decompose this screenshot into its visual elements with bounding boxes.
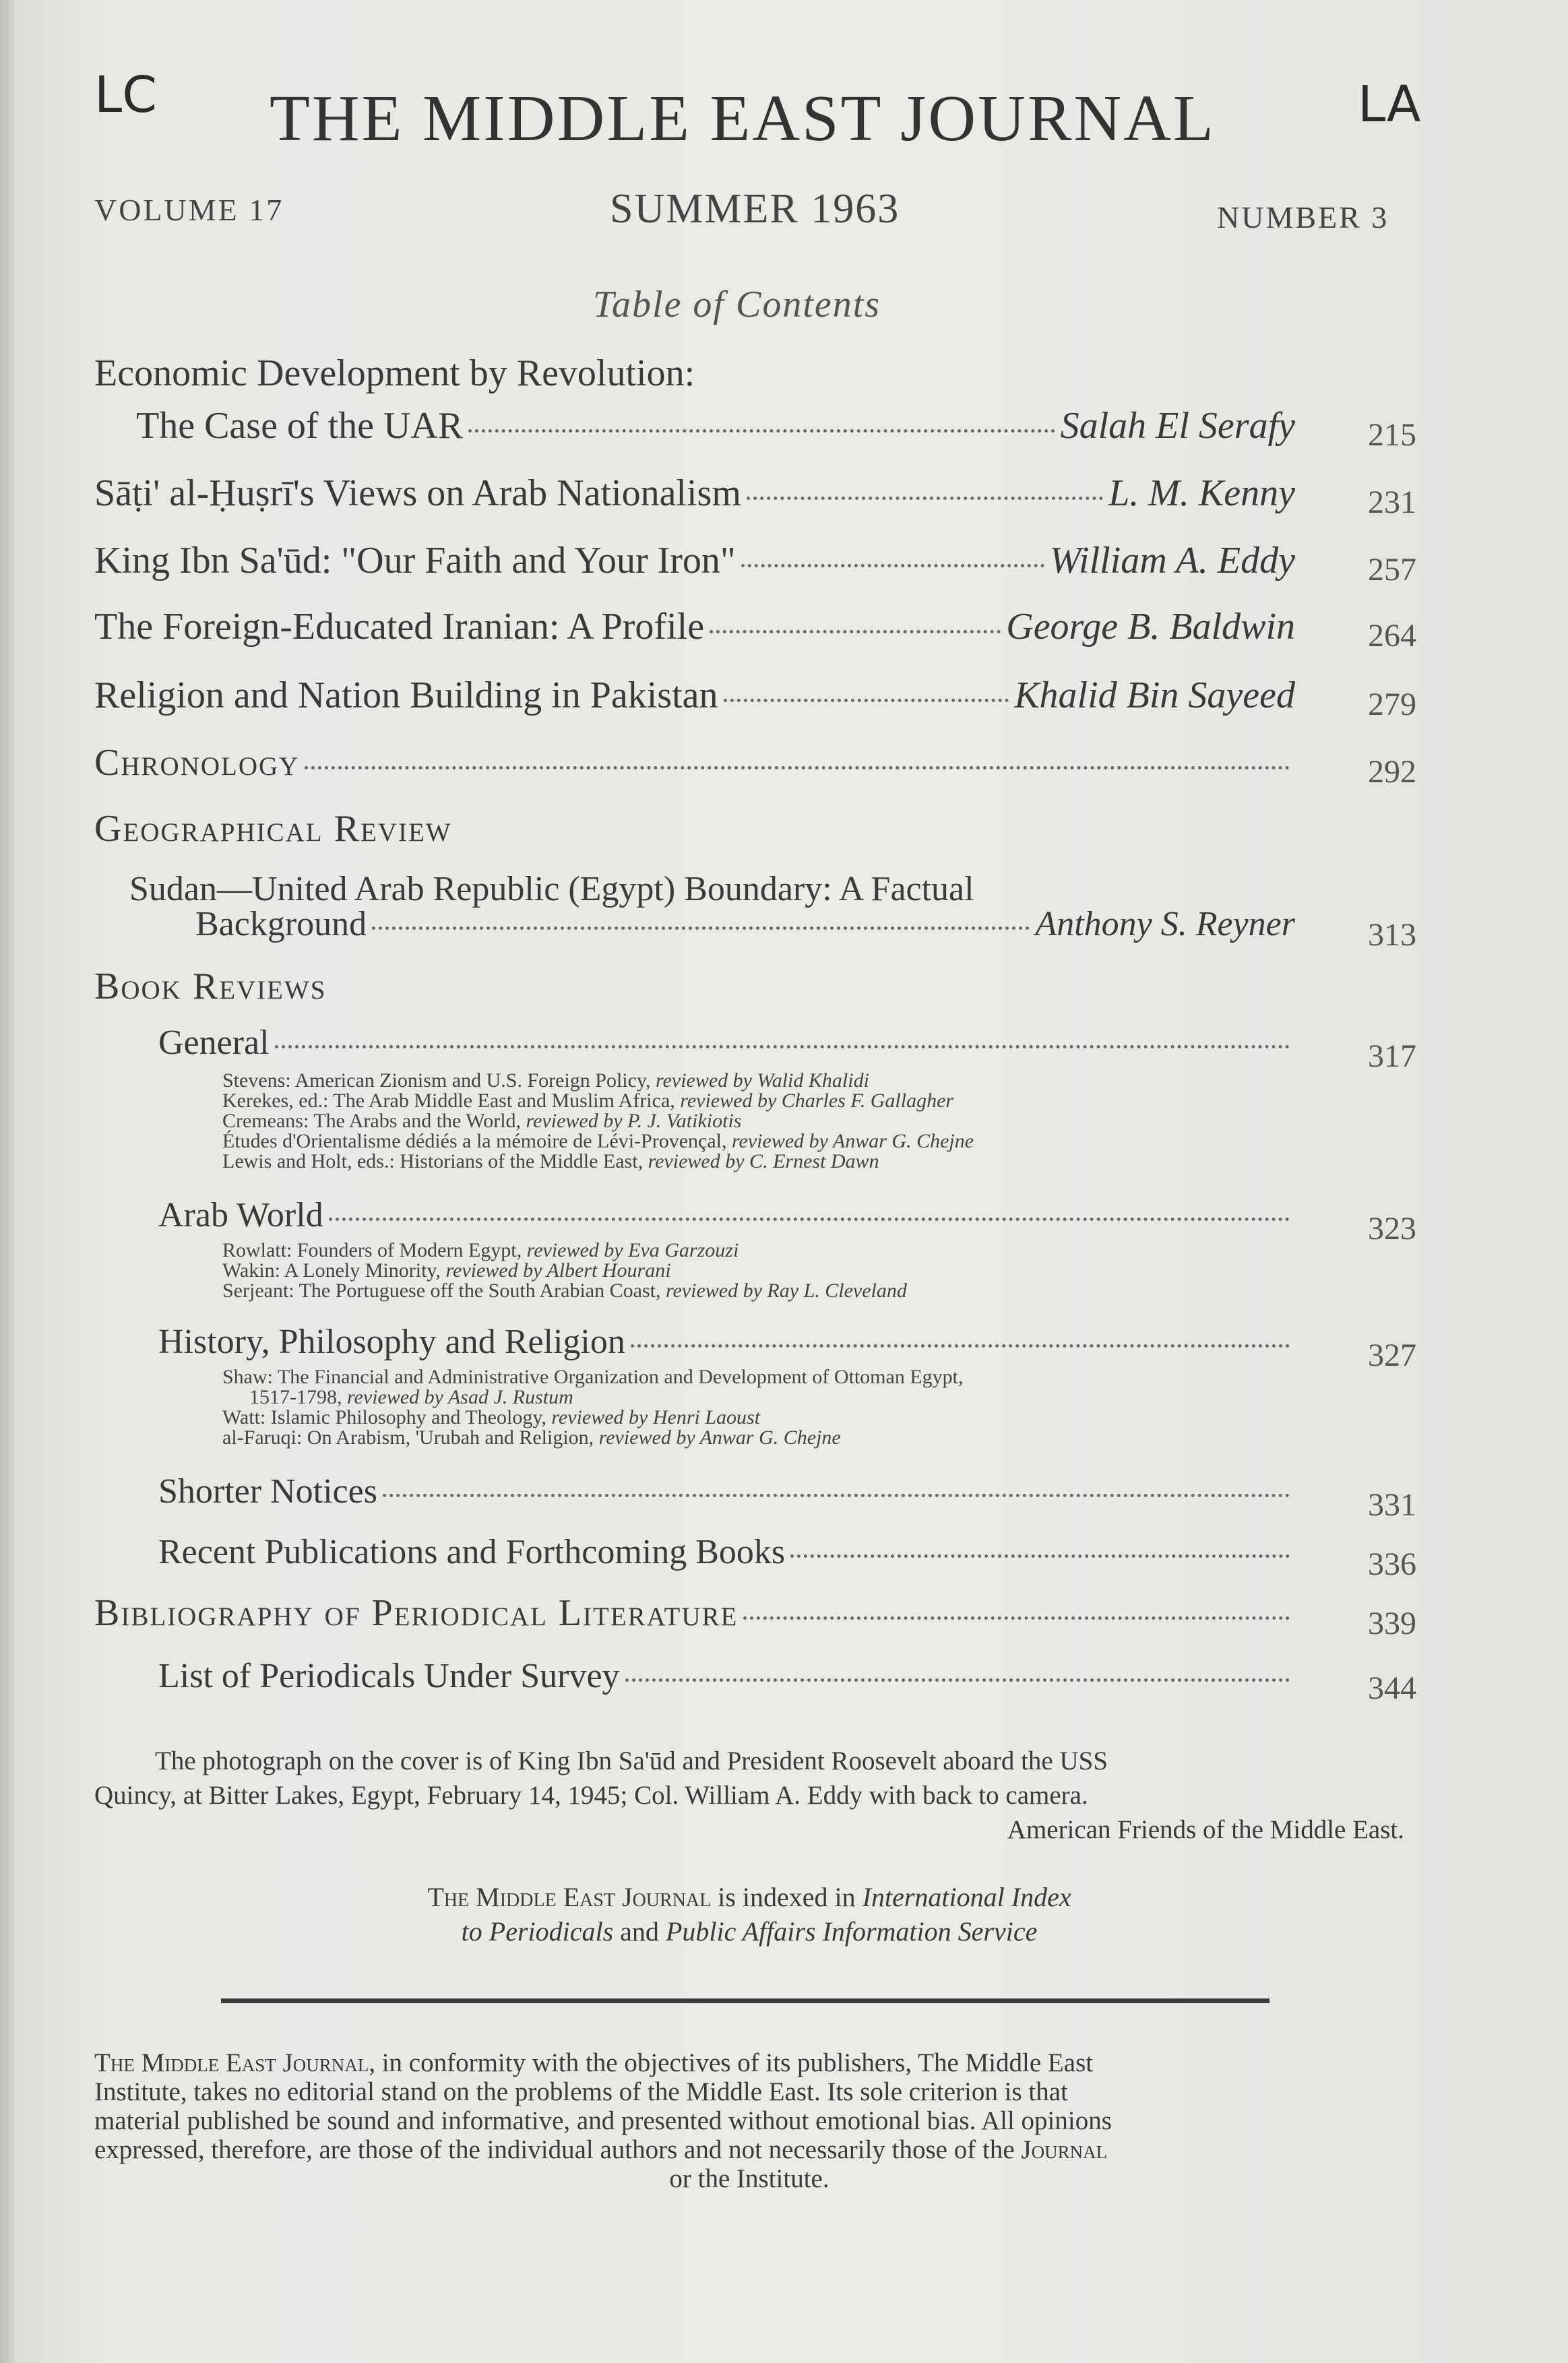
subsection-label: List of Periodicals Under Survey xyxy=(158,1657,620,1695)
toc-entry-article[interactable] xyxy=(94,674,1295,717)
policy-text: , in conformity with the objectives of its publishers, The Middle East xyxy=(369,2048,1094,2077)
page-number: 317 xyxy=(1368,1038,1416,1074)
index-name: Public Affairs Information Service xyxy=(665,1916,1038,1947)
page-number: 231 xyxy=(1368,484,1416,520)
cover-photo-note xyxy=(94,1744,1404,1847)
article-author: L. M. Kenny xyxy=(1108,472,1295,514)
policy-line: or the Institute. xyxy=(669,2164,829,2193)
review-item xyxy=(222,1427,841,1449)
dot-leader xyxy=(275,1045,1290,1048)
dot-leader xyxy=(743,1616,1290,1620)
article-title: The Case of the UAR xyxy=(136,405,464,447)
review-item: Shaw: The Financial and Administrative Organization and Development of Ottoman Egypt, xyxy=(222,1366,964,1388)
review-book: Rowlatt: Founders of Modern Egypt, xyxy=(222,1239,522,1261)
article-title: King Ibn Sa'ūd: "Our Faith and Your Iron" xyxy=(94,540,736,581)
review-reviewer: reviewed by Anwar G. Chejne xyxy=(598,1426,841,1449)
review-book: Lewis and Holt, eds.: Historians of the Middle East, xyxy=(222,1150,644,1172)
index-name: to Periodicals xyxy=(461,1916,614,1947)
review-item xyxy=(249,1387,573,1408)
subsection-label: Arab World xyxy=(158,1196,323,1234)
dot-leader xyxy=(790,1554,1290,1558)
review-item xyxy=(222,1090,953,1112)
dot-leader xyxy=(631,1344,1290,1348)
dot-leader xyxy=(710,630,1001,633)
review-reviewer: reviewed by Albert Hourani xyxy=(445,1259,671,1282)
toc-entry-article[interactable] xyxy=(94,472,1295,515)
dot-leader xyxy=(724,699,1009,702)
article-title-line: Economic Development by Revolution: xyxy=(94,352,695,394)
review-item xyxy=(222,1070,869,1092)
review-reviewer: reviewed by Henri Laoust xyxy=(551,1406,761,1428)
article-title: Religion and Nation Building in Pakistan xyxy=(94,674,718,716)
article-author: Salah El Serafy xyxy=(1060,405,1295,447)
subsection-label: General xyxy=(158,1023,270,1062)
policy-line: material published be sound and informative, and presented without emotional bias. All opinions xyxy=(94,2106,1112,2135)
geo-entry-title-cont: Background xyxy=(195,905,367,943)
number-label: NUMBER 3 xyxy=(1217,200,1389,234)
dot-leader xyxy=(305,766,1290,769)
divider-rule xyxy=(221,1998,1269,2003)
article-author: Anthony S. Reyner xyxy=(1035,905,1295,943)
editorial-policy-note xyxy=(94,2048,1404,2193)
review-reviewer: reviewed by P. J. Vatikiotis xyxy=(526,1110,742,1132)
review-item xyxy=(222,1131,974,1152)
article-author: William A. Eddy xyxy=(1049,540,1295,581)
review-item xyxy=(222,1260,671,1282)
page-number: 215 xyxy=(1368,417,1416,453)
dot-leader xyxy=(741,564,1044,567)
dot-leader xyxy=(747,497,1103,500)
article-author: George B. Baldwin xyxy=(1006,606,1295,648)
review-item xyxy=(222,1280,907,1302)
cover-note-line: Quincy, at Bitter Lakes, Egypt, February 14, 1945; Col. William A. Eddy with back to camera. xyxy=(94,1781,1088,1810)
page-number: 331 xyxy=(1368,1487,1416,1523)
review-book: 1517-1798, xyxy=(249,1386,342,1408)
index-name: International Index xyxy=(862,1882,1071,1912)
volume-label: VOLUME 17 xyxy=(94,193,284,227)
review-item xyxy=(222,1151,879,1172)
toc-entry-article[interactable] xyxy=(94,605,1295,648)
page-number: 313 xyxy=(1368,917,1416,953)
toc-heading: Table of Contents xyxy=(593,284,881,325)
review-reviewer: reviewed by C. Ernest Dawn xyxy=(648,1150,879,1172)
page-number: 292 xyxy=(1368,754,1416,790)
handwritten-mark-left: LC xyxy=(94,66,157,124)
toc-entry-arab-world[interactable] xyxy=(158,1195,1295,1235)
dot-leader xyxy=(383,1494,1290,1497)
review-book: Kerekes, ed.: The Arab Middle East and Muslim Africa, xyxy=(222,1090,675,1112)
review-reviewer: reviewed by Asad J. Rustum xyxy=(347,1386,573,1408)
index-note xyxy=(94,1880,1404,1949)
handwritten-mark-right: LA xyxy=(1358,75,1421,133)
cover-note-credit: American Friends of the Middle East. xyxy=(1007,1815,1404,1844)
subsection-label: Shorter Notices xyxy=(158,1472,377,1511)
review-book: Études d'Orientalisme dédiés a la mémoire de Lévi-Provençal, xyxy=(222,1130,727,1152)
page-number: 336 xyxy=(1368,1546,1416,1582)
section-label: Book Reviews xyxy=(94,966,327,1007)
review-book: Watt: Islamic Philosophy and Theology, xyxy=(222,1406,546,1428)
review-reviewer: reviewed by Walid Khalidi xyxy=(656,1069,869,1092)
page-number: 264 xyxy=(1368,618,1416,654)
geo-entry-title: Sudan—United Arab Republic (Egypt) Boundary: A Factual xyxy=(129,870,974,908)
review-reviewer: reviewed by Charles F. Gallagher xyxy=(680,1090,954,1112)
review-book: Stevens: American Zionism and U.S. Foreign Policy, xyxy=(222,1069,651,1092)
page-number: 344 xyxy=(1368,1670,1416,1706)
review-book: Wakin: A Lonely Minority, xyxy=(222,1259,441,1282)
review-book: Cremeans: The Arabs and the World, xyxy=(222,1110,522,1132)
article-title: The Foreign-Educated Iranian: A Profile xyxy=(94,606,705,648)
dot-leader xyxy=(372,926,1030,930)
review-item xyxy=(222,1240,739,1261)
index-text: and xyxy=(613,1916,666,1947)
policy-line: Institute, takes no editorial stand on the problems of the Middle East. Its sole criterion is that xyxy=(94,2077,1068,2106)
toc-entry-geographical[interactable] xyxy=(195,904,1295,944)
page-number: 257 xyxy=(1368,552,1416,588)
toc-entry-shorter-notices[interactable] xyxy=(158,1472,1295,1511)
review-book: Serjeant: The Portuguese off the South Arabian Coast, xyxy=(222,1280,661,1302)
subsection-label: Recent Publications and Forthcoming Books xyxy=(158,1533,786,1571)
review-item xyxy=(222,1110,741,1132)
journal-name: The Middle East Journal xyxy=(94,2048,369,2077)
section-label: Bibliography of Periodical Literature xyxy=(94,1592,739,1634)
book-spine-edge xyxy=(0,0,15,2363)
page-number: 279 xyxy=(1368,687,1416,722)
toc-entry-bibliography[interactable] xyxy=(94,1592,1295,1635)
article-author: Khalid Bin Sayeed xyxy=(1014,674,1295,716)
section-label: Chronology xyxy=(94,742,300,784)
article-title: Sāṭi' al-Ḥuṣrī's Views on Arab Nationalism xyxy=(94,472,741,514)
review-reviewer: reviewed by Anwar G. Chejne xyxy=(731,1130,974,1152)
toc-entry-periodicals[interactable] xyxy=(158,1656,1295,1696)
review-book: al-Faruqi: On Arabism, 'Urubah and Religion, xyxy=(222,1426,594,1449)
review-reviewer: reviewed by Eva Garzouzi xyxy=(526,1239,739,1261)
review-reviewer: reviewed by Ray L. Cleveland xyxy=(665,1280,907,1302)
dot-leader xyxy=(625,1678,1290,1682)
toc-entry-chronology[interactable] xyxy=(94,741,1295,784)
journal-name: Journal xyxy=(1021,2135,1108,2164)
page-number: 327 xyxy=(1368,1337,1416,1373)
toc-entry-recent-publications[interactable] xyxy=(158,1532,1295,1572)
index-text: is indexed in xyxy=(711,1882,863,1912)
issue-label: SUMMER 1963 xyxy=(610,186,900,232)
dot-leader xyxy=(468,429,1055,433)
journal-title: THE MIDDLE EAST JOURNAL xyxy=(270,82,1216,155)
page-number: 323 xyxy=(1368,1211,1416,1247)
toc-entry-history[interactable] xyxy=(158,1322,1295,1362)
page-number: 339 xyxy=(1368,1606,1416,1641)
journal-name: The Middle East Journal xyxy=(427,1882,712,1912)
section-label: Geographical Review xyxy=(94,808,452,850)
toc-entry-general[interactable] xyxy=(158,1023,1295,1063)
toc-entry-article[interactable] xyxy=(136,404,1295,447)
subsection-label: History, Philosophy and Religion xyxy=(158,1323,625,1361)
cover-note-line: The photograph on the cover is of King Ibn Sa'ūd and President Roosevelt aboard the USS xyxy=(155,1746,1108,1775)
policy-text: expressed, therefore, are those of the individual authors and not necessarily those of the xyxy=(94,2135,1022,2164)
dot-leader xyxy=(329,1218,1290,1221)
review-item xyxy=(222,1407,760,1428)
toc-entry-article[interactable] xyxy=(94,539,1295,582)
